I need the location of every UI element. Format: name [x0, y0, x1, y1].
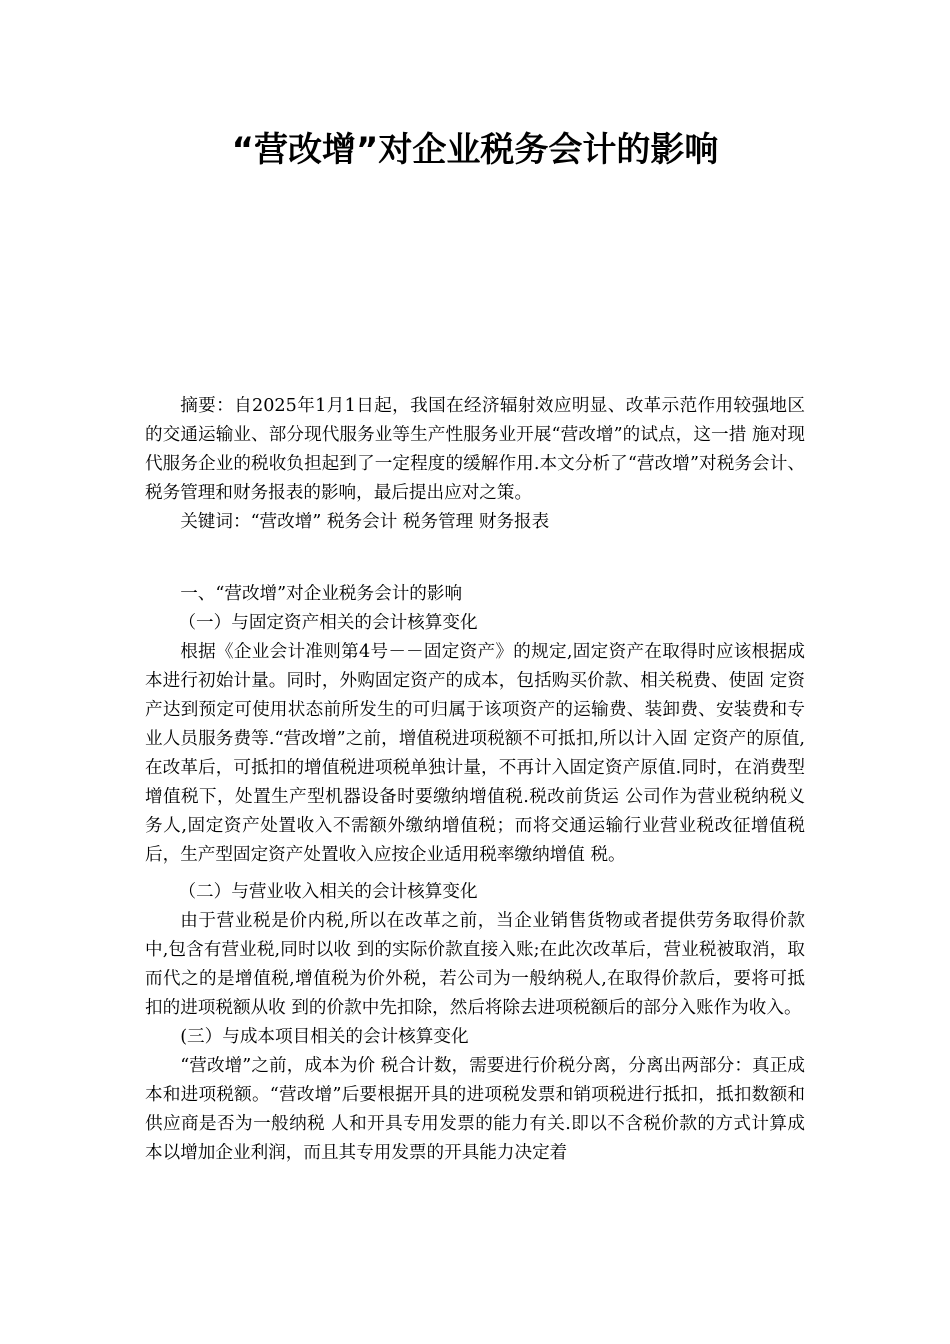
subsection-heading-1: （一）与固定资产相关的会计核算变化: [178, 613, 478, 633]
subsection-heading-3: (三）与成本项目相关的会计核算变化: [180, 1027, 469, 1047]
paragraph-gap: [145, 870, 805, 878]
subsection-heading-2: （二）与营业收入相关的会计核算变化: [178, 882, 478, 902]
document-title: “营改增”对企业税务会计的影响: [231, 130, 719, 170]
section-heading: 一、“营改增”对企业税务会计的影响: [180, 584, 463, 604]
subsection-body-3: “营改增”之前，成本为价 税合计数，需要进行价税分离，分离出两部分：真正成本和进项税额。“营改增”后要根据开具的进项税发票和销项税进行抵扣，抵扣数额和供应商是否为一般纳税 人和开具专用发票的能力有关.即以不含税价款的方式计算成本以增加企业利润，而且其专用发票的开具能力决定着: [145, 1056, 805, 1163]
abstract-paragraph: 摘要：自2025年1月1日起，我国在经济辐射效应明显、改革示范作用较强地区的交通运输业、部分现代服务业等生产性服务业开展“营改增”的试点，这一措 施对现代服务企业的税收负担起到了一定程度的缓解作用.本文分析了“营改增”对税务会计、税务管理和财务报表的影响，最后提出应对之策。: [145, 396, 805, 503]
section-1: [145, 580, 805, 1168]
subsection-body-2: 由于营业税是价内税,所以在改革之前，当企业销售货物或者提供劳务取得价款中,包含有营业税,同时以收 到的实际价款直接入账;在此次改革后，营业税被取消，取而代之的是增值税,增值税为价外税，若公司为一般纳税人,在取得价款后，要将可抵扣的进项税额从收 到的价款中先扣除，然后将除去进项税额后的部分入账作为收入。: [145, 911, 805, 1018]
keywords-line: 关键词：“营改增” 税务会计 税务管理 财务报表: [180, 512, 550, 532]
subsection-body-1: 根据《企业会计准则第4号－－固定资产》的规定,固定资产在取得时应该根据成本进行初始计量。同时，外购固定资产的成本，包括购买价款、相关税费、使固 定资产达到预定可使用状态前所发生的可归属于该项资产的运输费、装卸费、安装费和专业人员服务费等.“营改增”之前，增值税进项税额不可抵扣,所以计入固 定资产的原值,在改革后，可抵扣的增值税进项税单独计量，不再计入固定资产原值.同时，在消费型增值税下，处置生产型机器设备时要缴纳增值税.税改前货运 公司作为营业税纳税义务人,固定资产处置收入不需额外缴纳增值税；而将交通运输行业营业税改征增值税后，生产型固定资产处置收入应按企业适用税率缴纳增值 税。: [145, 642, 805, 865]
keywords-block: [145, 508, 805, 537]
abstract-block: [145, 392, 805, 508]
